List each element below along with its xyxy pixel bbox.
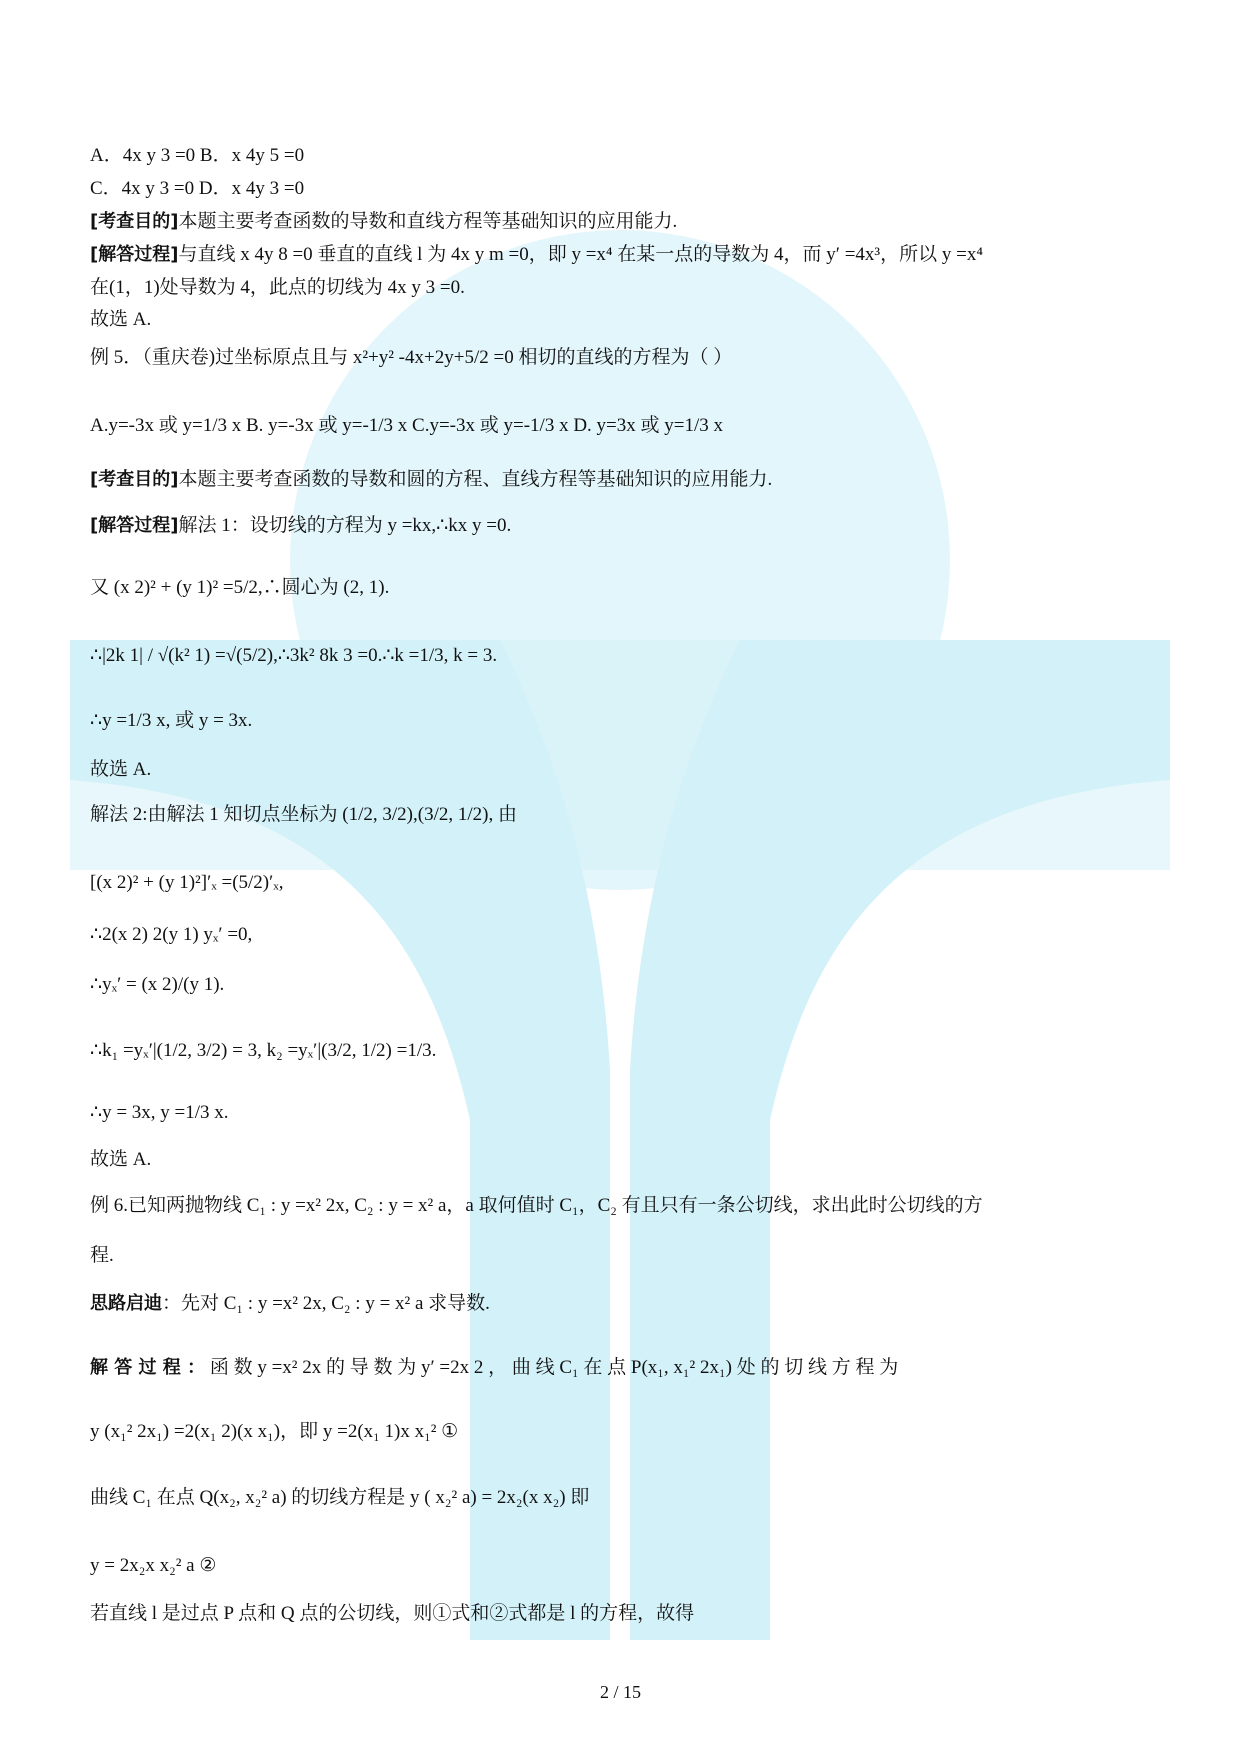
example-6-title: 例 6.已知两抛物线 C₁ : y =x² 2x, C₂ : y = x² a，a 取何值时 C₁，C₂ 有且只有一条公切线，求出此时公切线的方	[90, 1195, 983, 1216]
math-line: ∴k₁ =yₓ′|(1/2, 3/2) = 3, k₂ =yₓ′|(3/2, 1/2) =1/3.	[90, 1040, 437, 1061]
answer-line: 故选 A.	[90, 1149, 152, 1170]
text-line: 若直线 l 是过点 P 点和 Q 点的公切线，则①式和②式都是 l 的方程，故得	[90, 1603, 695, 1624]
page-number: 2 / 15	[599, 1682, 641, 1702]
math-line: ∴|2k 1| / √(k² 1) =√(5/2),∴3k² 8k 3 =0.∴k =1/3, k = 3.	[90, 645, 498, 666]
math-line: y (x₁² 2x₁) =2(x₁ 2)(x x₁)，即 y =2(x₁ 1)x x₁² ①	[90, 1421, 459, 1442]
section-heading: [考查目的]	[90, 469, 179, 490]
section-heading: [解答过程]	[90, 515, 179, 536]
option-line-ab: A．4x y 3 =0 B．x 4y 5 =0	[90, 145, 305, 166]
math-line: 曲线 C₁ 在点 Q(x₂, x₂² a) 的切线方程是 y ( x₂² a) = 2x₂(x x₂) 即	[90, 1487, 590, 1508]
math-line: ∴2(x 2) 2(y 1) yₓ′ =0,	[90, 924, 253, 945]
solution-process: [解答过程]与直线 x 4y 8 =0 垂直的直线 l 为 4x y m =0，即 y =x⁴ 在某一点的导数为 4，而 y′ =4x³，所以 y =x⁴	[90, 244, 983, 265]
example-6-cont: 程.	[90, 1245, 114, 1266]
answer-line: 故选 A.	[90, 759, 152, 780]
math-line: ∴yₓ′ = (x 2)/(y 1).	[90, 974, 225, 995]
math-line: [(x 2)² + (y 1)²]′ₓ =(5/2)′ₓ,	[90, 872, 284, 893]
solution-process: 解 答 过 程 ： 函 数 y =x² 2x 的 导 数 为 y′ =2x 2 ， 曲 线 C₁ 在 点 P(x₁, x₁² 2x₁) 处 的 切 线 方 程 为	[90, 1357, 899, 1378]
section-heading: 解 答 过 程 ：	[90, 1357, 206, 1378]
math-line: ∴y = 3x, y =1/3 x.	[90, 1102, 229, 1123]
exam-purpose: [考查目的]本题主要考查函数的导数和直线方程等基础知识的应用能力.	[90, 211, 678, 232]
exam-purpose: [考查目的]本题主要考查函数的导数和圆的方程、直线方程等基础知识的应用能力.	[90, 469, 773, 490]
section-heading: [考查目的]	[90, 211, 179, 232]
math-line: y = 2x₂x x₂² a ②	[90, 1555, 217, 1576]
hint-line: 思路启迪：先对 C₁ : y =x² 2x, C₂ : y = x² a 求导数.	[90, 1293, 490, 1314]
section-heading: [解答过程]	[90, 244, 179, 265]
option-line-cd: C．4x y 3 =0 D．x 4y 3 =0	[90, 178, 305, 199]
section-heading: 思路启迪	[90, 1293, 162, 1314]
example-5-title: 例 5．（重庆卷)过坐标原点且与 x²+y² -4x+2y+5/2 =0 相切的直线的方程为（ ）	[90, 347, 733, 368]
math-line: 又 (x 2)² + (y 1)² =5/2,∴圆心为 (2, 1).	[90, 577, 390, 598]
example-5-options: A.y=-3x 或 y=1/3 x B. y=-3x 或 y=-1/3 x C.y=-3x 或 y=-1/3 x D. y=3x 或 y=1/3 x	[90, 415, 724, 436]
answer-line: 故选 A.	[90, 309, 152, 330]
method-2: 解法 2:由解法 1 知切点坐标为 (1/2, 3/2),(3/2, 1/2), 由	[90, 804, 517, 825]
math-line: ∴y =1/3 x, 或 y = 3x.	[90, 710, 253, 731]
solution-line: 在(1，1)处导数为 4，此点的切线为 4x y 3 =0.	[90, 277, 465, 298]
solution-process: [解答过程]解法 1：设切线的方程为 y =kx,∴kx y =0.	[90, 515, 512, 536]
